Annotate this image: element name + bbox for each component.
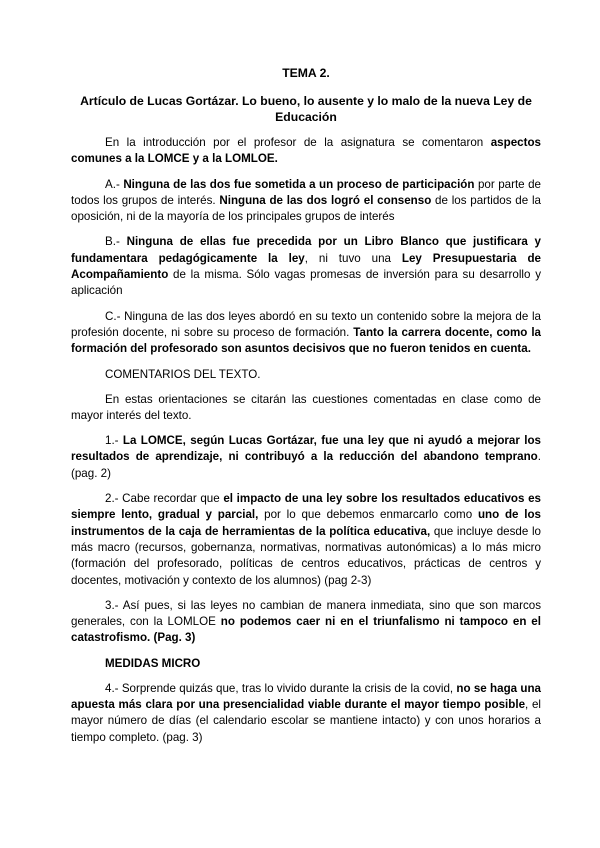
- comment-2-bold-1: el impacto de una ley sobre los resultados educativos es siempre lento, gradual y parcial,: [71, 492, 541, 522]
- point-c-paragraph: [71, 309, 541, 358]
- point-a-text-1: A.-: [105, 177, 124, 191]
- point-a-paragraph: [71, 177, 541, 226]
- comment-2-bold-2: uno de los instrumentos de la caja de herramientas de la política educativa,: [71, 508, 541, 538]
- point-a-bold-1: Ninguna de las dos fue sometida a un proceso de participación: [123, 177, 475, 191]
- point-b-bold-1: Ninguna de ellas fue precedida por un Libro Blanco que justificara y fundamentara pedagógicamente la ley: [71, 235, 541, 265]
- page-title: TEMA 2.: [282, 66, 330, 80]
- comment-2-text-1: 2.- Cabe recordar que: [105, 492, 224, 506]
- comment-3-text-1: 3.- Así pues, si las leyes no cambian de manera inmediata, sino que son marcos generales, con la LOMLOE: [71, 598, 541, 629]
- comentarios-heading: COMENTARIOS DEL TEXTO.: [105, 367, 261, 381]
- comment-1-bold-1: La LOMCE, según Lucas Gortázar, fue una ley que ni ayudó a mejorar los resultados de aprendizaje, ni contribuyó a la reducción del abandono temprano: [71, 434, 541, 464]
- comment-4-text-1: 4.- Sorprende quizás que, tras lo vivido durante la crisis de la covid,: [105, 681, 457, 695]
- point-b-bold-2: Ley Presupuestaria de Acompañamiento: [71, 251, 541, 282]
- point-a-text-2: por parte de todos los grupos de interés.: [71, 177, 541, 207]
- comment-2-paragraph: [71, 491, 541, 589]
- comment-1-text-2: . (pag. 2): [71, 450, 541, 480]
- comment-2-text-3: que incluye desde lo más macro (recursos, gobernanza, normativas, normativas autonómicas) a lo más micro (formación del profesorado, políticas de centros educativos, prácticas de centros y docentes, motivación y contexto de los alumnos) (pag 2-3): [71, 524, 541, 587]
- comment-2-text-2: por lo que debemos enmarcarlo como: [258, 508, 478, 522]
- point-c-bold-1: Tanto la carrera docente, como la formación del profesorado son asuntos decisivos que no fueron tenidos en cuenta.: [71, 325, 541, 356]
- point-a-text-3: de los partidos de la oposición, ni de la mayoría de los principales grupos de interés: [71, 193, 541, 224]
- point-b-text-3: de la misma. Sólo vagas promesas de inversión para su desarrollo y aplicación: [71, 268, 541, 298]
- point-b-text-2: , ni tuvo una: [304, 251, 402, 265]
- medidas-micro-heading: MEDIDAS MICRO: [105, 656, 201, 670]
- article-subtitle: Artículo de Lucas Gortázar. Lo bueno, lo ausente y lo malo de la nueva Ley de Educación: [80, 94, 532, 124]
- point-a-bold-2: Ninguna de las dos logró el consenso: [219, 193, 432, 207]
- point-c-text-1: C.- Ninguna de las dos leyes abordó en su texto un contenido sobre la mejora de la profesión docente, ni sobre su proceso de formación.: [71, 309, 541, 339]
- point-b-text-1: B.-: [105, 235, 127, 249]
- comment-1-text-1: 1.-: [105, 434, 123, 448]
- comment-4-paragraph: [71, 681, 541, 746]
- comment-3-bold-1: no podemos caer ni en el triunfalismo ni tampoco en el catastrofismo. (Pag. 3): [71, 615, 541, 645]
- intro-paragraph: [71, 135, 541, 168]
- document-page: [71, 66, 541, 755]
- orientaciones-paragraph: En estas orientaciones se citarán las cuestiones comentadas en clase como de mayor interés del texto.: [71, 392, 541, 422]
- comment-1-paragraph: [71, 433, 541, 482]
- intro-text: En la introducción por el profesor de la asignatura se comentaron: [105, 136, 491, 149]
- comment-3-paragraph: [71, 598, 541, 647]
- point-b-paragraph: [71, 234, 541, 299]
- comment-4-bold-1: no se haga una apuesta más clara por una presencialidad viable durante el mayor tiempo posible: [71, 681, 541, 712]
- comment-4-text-2: , el mayor número de días (el calendario escolar se mantiene intacto) y con unos horarios a tiempo completo. (pag. 3): [71, 698, 541, 744]
- intro-bold: aspectos comunes a la LOMCE y a la LOMLOE.: [71, 136, 541, 166]
